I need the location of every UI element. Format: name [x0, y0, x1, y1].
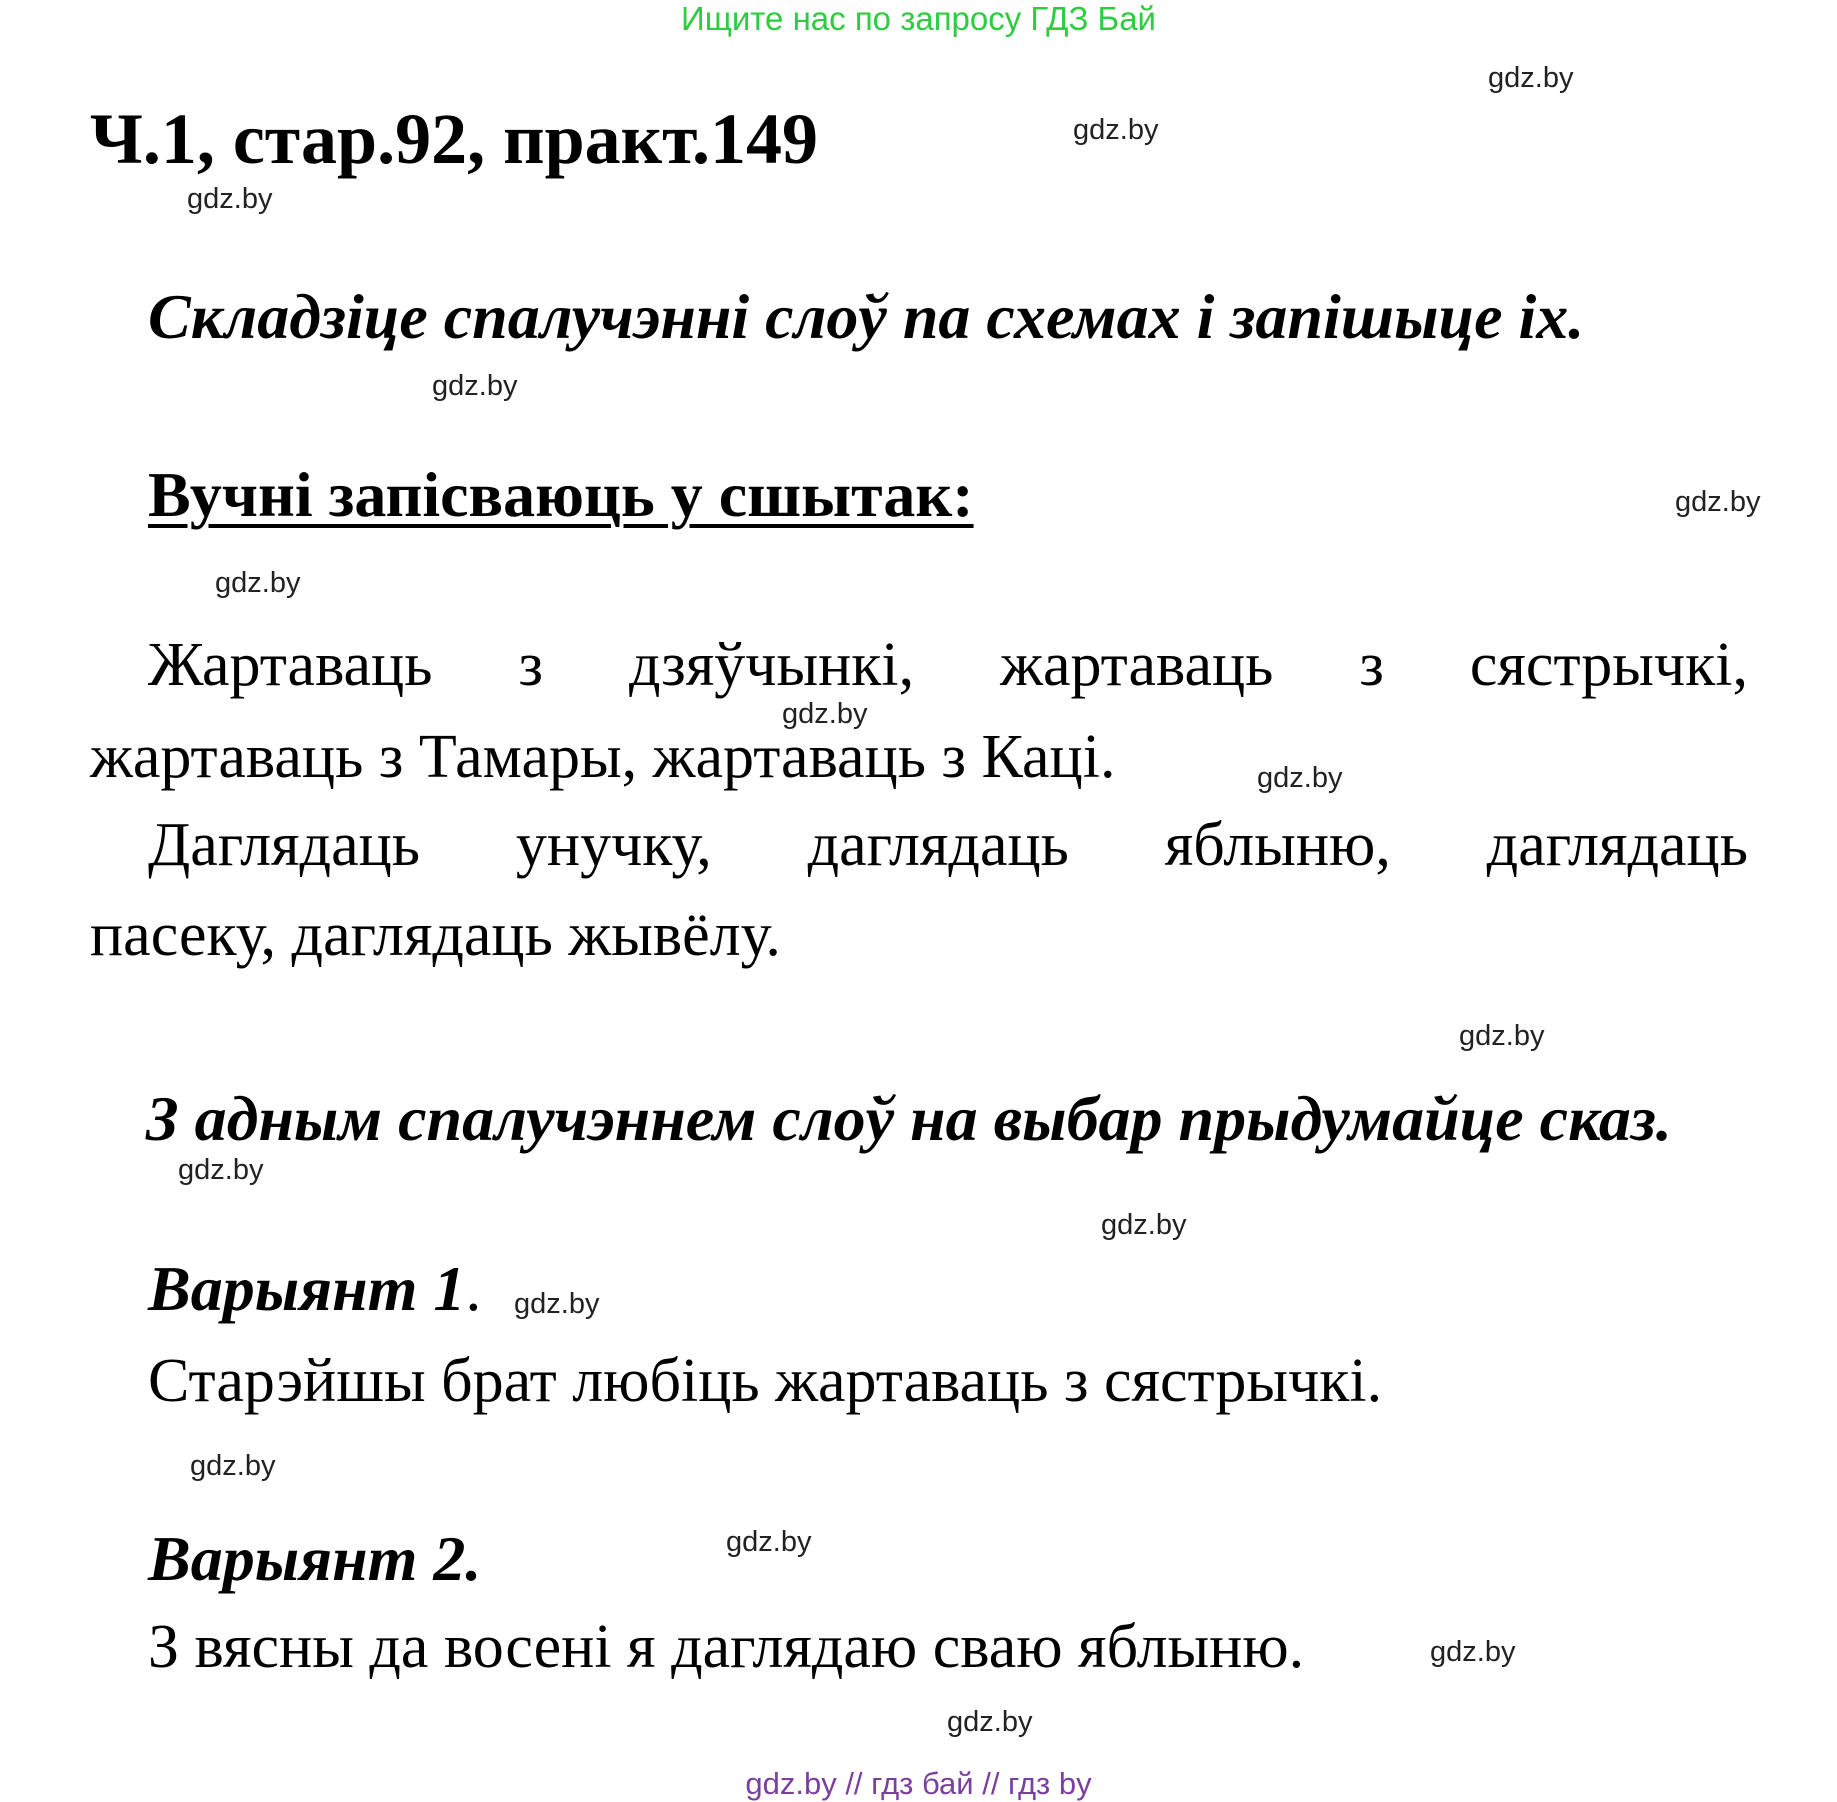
- watermark: gdz.by: [1675, 486, 1761, 518]
- variant-1-sentence: Старэйшы брат любіць жартаваць з сястрычкі.: [148, 1347, 1383, 1415]
- watermark: gdz.by: [190, 1450, 276, 1482]
- task-instruction-2: З адным спалучэннем слоў на выбар прыдумайце сказ.: [146, 1083, 1672, 1154]
- top-banner-link[interactable]: Ищите нас по запросу ГДЗ Бай: [681, 0, 1156, 37]
- watermark: gdz.by: [187, 183, 273, 215]
- watermark: gdz.by: [726, 1526, 812, 1558]
- variant-1-label-text: Варыянт 1: [148, 1253, 466, 1324]
- watermark: gdz.by: [514, 1288, 600, 1320]
- answer-para-2-line-1: Даглядаць унучку, даглядаць яблыню, даглядаць: [148, 811, 1748, 879]
- answer-para-1-line-1: Жартаваць з дзяўчынкі, жартаваць з сястрычкі,: [148, 631, 1748, 699]
- watermark: gdz.by: [1488, 62, 1574, 94]
- watermark: gdz.by: [782, 698, 868, 730]
- variant-2-sentence: З вясны да восені я даглядаю сваю яблыню.: [148, 1613, 1305, 1681]
- footer-links[interactable]: gdz.by // гдз бай // гдз by: [745, 1766, 1092, 1801]
- watermark: gdz.by: [432, 370, 518, 402]
- watermark: gdz.by: [1073, 114, 1159, 146]
- watermark: gdz.by: [947, 1706, 1033, 1738]
- watermark: gdz.by: [1257, 762, 1343, 794]
- section-heading: Вучні запісваюць у сшытак:: [148, 459, 974, 530]
- watermark: gdz.by: [215, 567, 301, 599]
- watermark: gdz.by: [178, 1154, 264, 1186]
- page-title: Ч.1, стар.92, практ.149: [90, 99, 819, 179]
- answer-para-1-line-2: жартаваць з Тамары, жартаваць з Каці.: [90, 723, 1116, 791]
- watermark: gdz.by: [1459, 1020, 1545, 1052]
- variant-2-label: Варыянт 2.: [148, 1523, 482, 1594]
- variant-1-label: [148, 1252, 481, 1326]
- watermark: gdz.by: [1430, 1636, 1516, 1668]
- variant-1-dot: .: [465, 1253, 482, 1324]
- answer-para-2-line-2: пасеку, даглядаць жывёлу.: [90, 901, 781, 969]
- watermark: gdz.by: [1101, 1209, 1187, 1241]
- task-instruction-1: Складзіце спалучэнні слоў па схемах і запішыце іх.: [148, 281, 1585, 352]
